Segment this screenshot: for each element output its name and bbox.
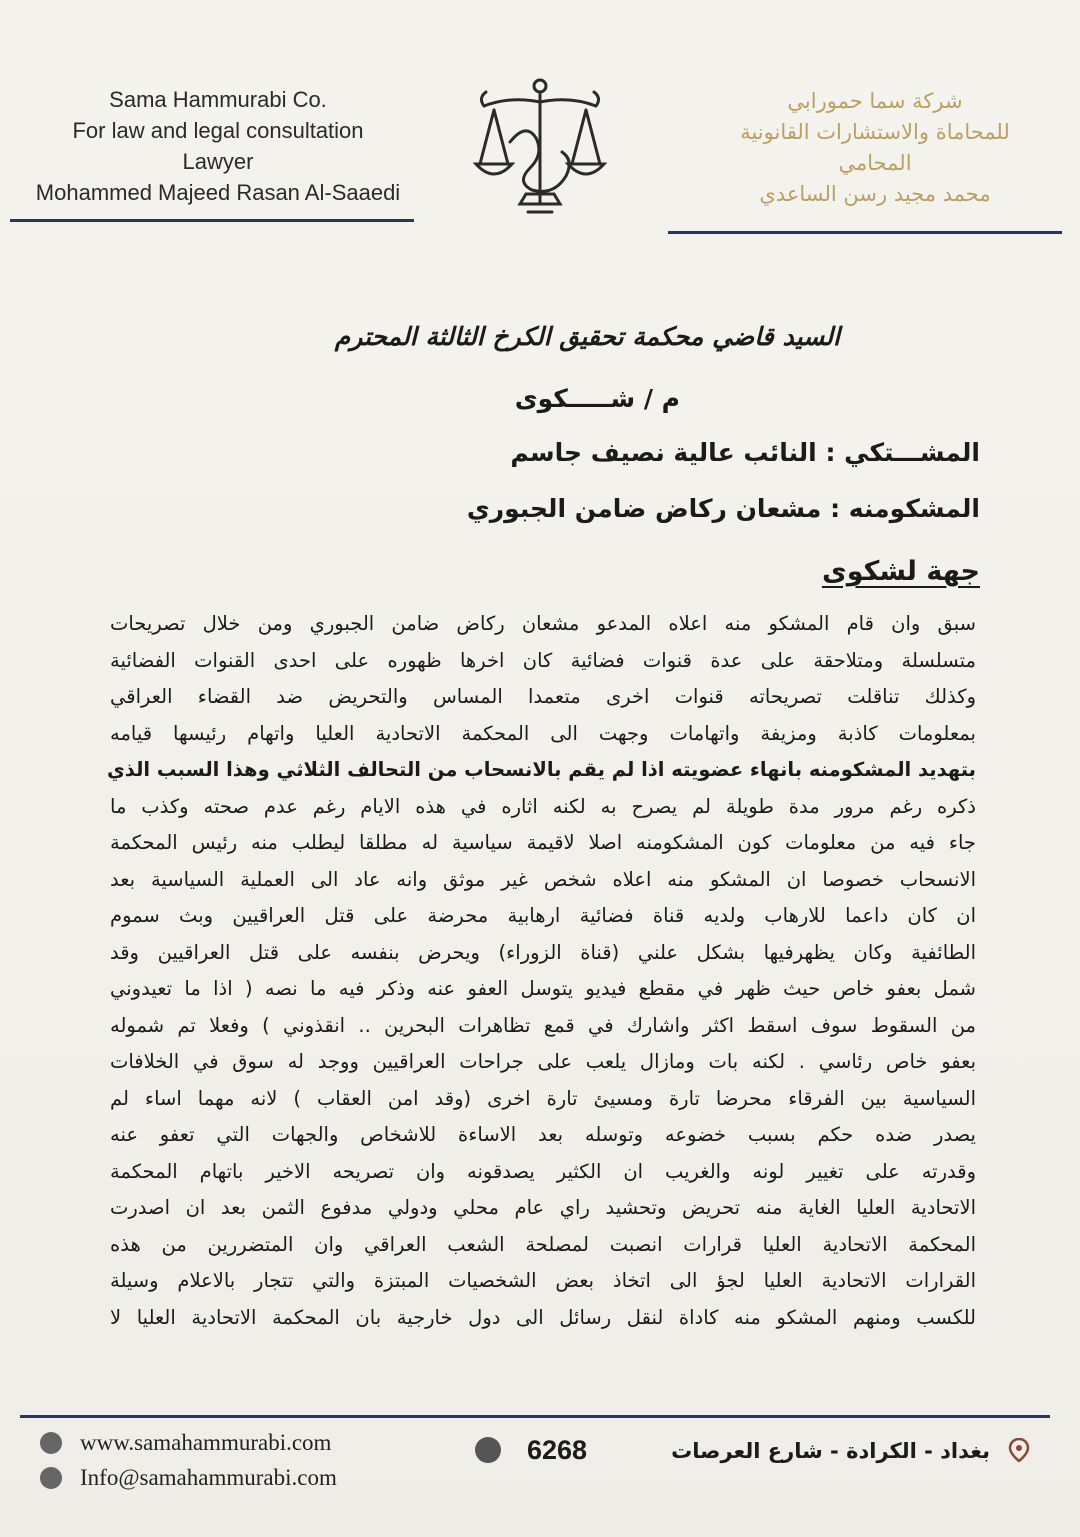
- body-line: سبق وان قام المشكو منه اعلاه المدعو مشعان ركاض ضامن الجبوري ومن خلال تصريحات: [110, 612, 976, 635]
- lawyer-title-en: Lawyer: [182, 149, 254, 174]
- addressee: السيد قاضي محكمة تحقيق الكرخ الثالثة المحترم: [334, 322, 840, 351]
- footer-rule: [20, 1415, 1050, 1418]
- email-row: [40, 1460, 337, 1495]
- body-line: من السقوط سوف اسقط اكثر واشارك في قمع تظاهرات البحرين .. انقذوني ) وفعلا تم شموله: [110, 1013, 976, 1037]
- company-tagline-en: For law and legal consultation: [72, 118, 364, 143]
- section-heading: جهة لشكوى: [821, 556, 980, 587]
- body-line: وقدرته على تغيير لونه والغريب ان الكثير يصدقونه وان تصريحه الاخير باتهام المحكمة: [110, 1159, 976, 1183]
- body-line: جاء فيه من معلومات كون المشكومنه اصلا لاقيمة سياسية له مطلقا ليطلب منه رئيس المحكمة: [110, 831, 976, 854]
- complainant-label: المشـــتكي :: [825, 438, 980, 467]
- phone-number[interactable]: 6268: [527, 1435, 588, 1465]
- body-line: بعفو خاص رئاسي . لكنه بات ومازال يلعب على جراحات العراقيين ووجد له سوق في الخلافات: [110, 1050, 976, 1073]
- complainant-row: [380, 438, 980, 467]
- complaint-body: [106, 606, 976, 1336]
- footer-phone: [475, 1435, 587, 1466]
- header-rule-right: [668, 231, 1062, 234]
- defendant-row: [380, 494, 980, 523]
- defendant-value: مشعان ركاض ضامن الجبوري: [466, 494, 822, 523]
- body-line: بتهديد المشكومنه بانهاء عضويته اذا لم يقم بالانسحاب من التحالف الثلاثي وهذا السبب الذي: [106, 758, 976, 781]
- company-tagline-ar: للمحاماة والاستشارات القانونية: [740, 120, 1010, 144]
- website-link[interactable]: www.samahammurabi.com: [80, 1430, 332, 1455]
- defendant-label: المشكومنه :: [830, 494, 980, 523]
- lawyer-name-en: Mohammed Majeed Rasan Al-Saaedi: [35, 180, 401, 205]
- header-english: [18, 84, 418, 208]
- footer-address: [660, 1438, 1030, 1463]
- email-link[interactable]: Info@samahammurabi.com: [80, 1465, 337, 1490]
- body-line: وكذلك تناقلت تصريحاته قنوات اخرى متعمدا المساس والتحريض ضد القضاء العراقي: [110, 685, 976, 708]
- body-line: ذكره رغم مرور مدة طويلة لم يصرح به لكنه اثاره في هذه الايام رغم عدم صحته وكذب ما: [110, 794, 976, 818]
- address-text: بغداد - الكرادة - شارع العرصات: [671, 1439, 990, 1463]
- body-line: الاتحادية العليا الغاية منه تحريض وتحشيد راي عام محلي ودولي مدفوع الثمن بعد ان اصدرت: [110, 1196, 976, 1219]
- subject-line: م / شـــــكوى: [514, 384, 680, 413]
- body-line: ان كان داعما للارهاب ولديه قناة فضائية ارهابية محرضة على قتل العراقيين وبث سموم: [110, 904, 976, 927]
- body-line: الانسحاب خصوصا ان المشكو منه اعلاه شخص غير موثق وانه عاد الى العملية السياسية بعد: [110, 867, 976, 891]
- body-line: المحكمة الاتحادية العليا قرارات انصبت لمصلحة الشعب العراقي وان المتضررين من هذه: [110, 1232, 976, 1256]
- header-rule-left: [10, 219, 414, 222]
- lawyer-name-ar: محمد مجيد رسن الساعدي: [759, 182, 991, 206]
- globe-icon: [40, 1432, 62, 1454]
- body-line: يصدر ضده حكم بسبب خضوعه وتوسله بعد الاساءة للاشخاص والجهات التي تعفو عنه: [110, 1123, 976, 1146]
- body-line: للكسب ومنهم المشكو منه كاداة لنقل رسائل الى دول خارجية بان المحكمة الاتحادية العليا لا: [110, 1305, 976, 1329]
- body-line: شمل بعفو خاص حيث ظهر في مقطع فيديو يتوسل العفو عنه وذكر فيه ما نصه ( اذا ما تعيدوني: [110, 977, 976, 1000]
- company-name-ar: شركة سما حمورابي: [787, 89, 963, 113]
- email-icon: [40, 1467, 62, 1489]
- header-arabic: [690, 86, 1060, 210]
- website-row: [40, 1425, 337, 1460]
- body-line: السياسية بين الفرقاء محرضا تارة ومسيئ تارة اخرى (وقد امن العقاب ) لانه مهما اساء لم: [110, 1086, 976, 1110]
- body-line: بمعلومات كاذبة ومزيفة واتهامات وجهت الى المحكمة الاتحادية العليا واتهام رئيسها قيامه: [110, 721, 976, 745]
- complainant-value: النائب عالية نصيف جاسم: [510, 438, 817, 467]
- scales-of-justice-icon: [470, 72, 610, 222]
- lawyer-title-ar: المحامي: [838, 151, 912, 175]
- body-line: الطائفية وكان يظهرفيها بشكل علني (قناة الزوراء) ويحرض بنفسه على قتل العراقيين وقد: [110, 940, 976, 964]
- company-name-en: Sama Hammurabi Co.: [109, 87, 327, 112]
- body-line: متسلسلة ومتلاحقة على عدة قنوات فضائية كان اخرها ظهوره على احدى القنوات الفضائية: [110, 648, 976, 672]
- phone-icon: [475, 1437, 501, 1463]
- footer-contacts: [40, 1425, 337, 1495]
- location-pin-icon: [1008, 1438, 1030, 1462]
- body-line: القرارات الاتحادية العليا لجؤ الى اتخاذ بعض الشخصيات المبتزة والتي تتجار بالاعلام وسيلة: [110, 1269, 976, 1292]
